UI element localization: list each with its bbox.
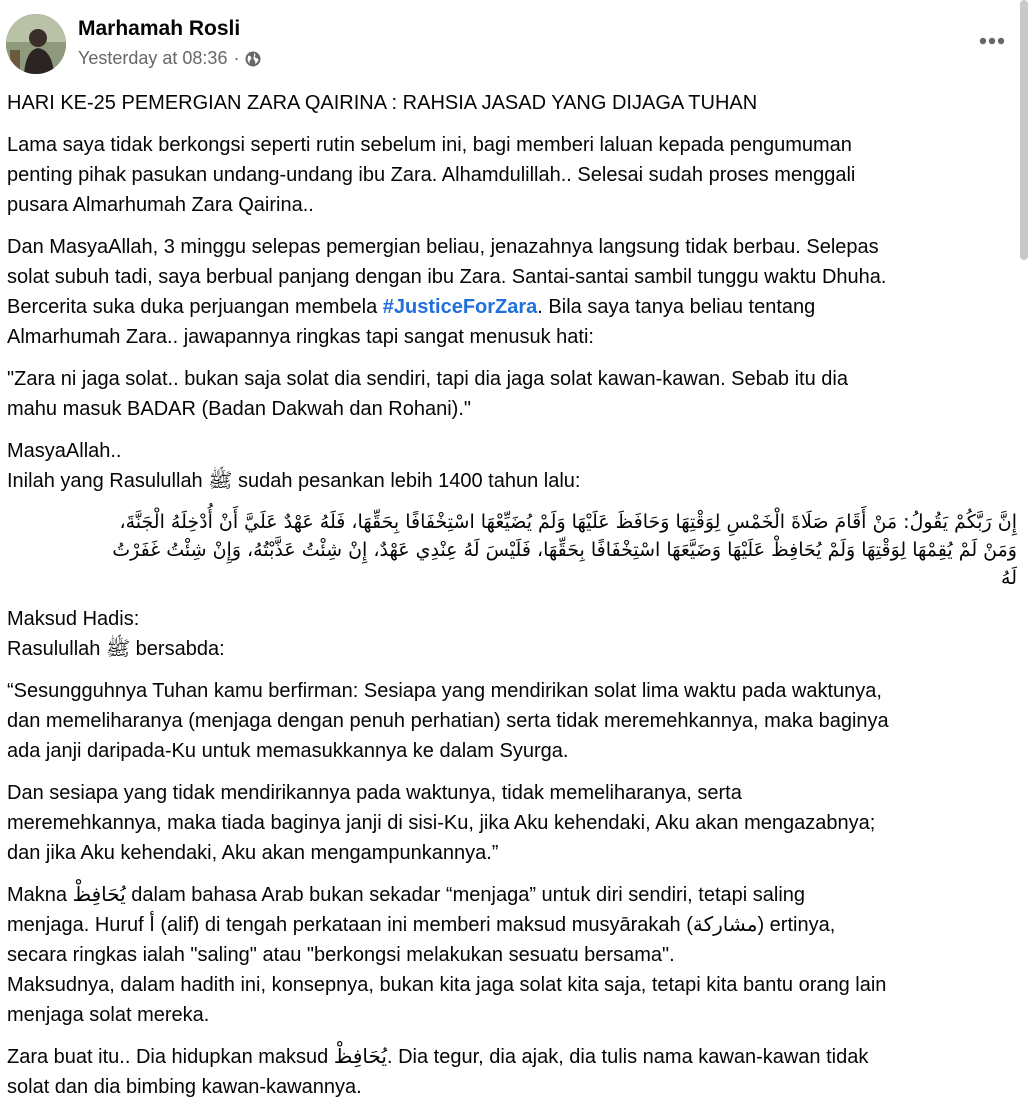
paragraph-makna (7, 880, 1017, 1030)
text-line: pusara Almarhumah Zara Qairina.. (7, 194, 314, 216)
avatar[interactable] (6, 14, 66, 74)
text-line: meremehkannya, maka tiada baginya janji di sisi-Ku, jika Aku kehendaki, Aku akan mengazabnya; (7, 812, 876, 834)
text-line-with-hashtag (7, 292, 1017, 322)
more-options-button[interactable] (974, 26, 1010, 56)
post-title (7, 88, 1017, 118)
paragraph-translation-2 (7, 778, 1017, 868)
more-options-icon (979, 37, 1005, 45)
post-title-text: HARI KE-25 PEMERGIAN ZARA QAIRINA : RAHSIA JASAD YANG DIJAGA TUHAN (7, 92, 758, 114)
text-line: Dan sesiapa yang tidak mendirikannya pada waktunya, tidak memeliharanya, serta (7, 782, 742, 804)
text-segment: . Bila saya tanya beliau tentang (537, 296, 816, 318)
text-line: secara ringkas ialah "saling" atau "berkongsi melakukan sesuatu bersama". (7, 944, 675, 966)
text-line: Inilah yang Rasulullah ﷺ sudah pesankan lebih 1400 tahun lalu: (7, 470, 581, 492)
text-line: dan memeliharanya (menjaga dengan penuh perhatian) serta tidak meremehkannya, maka baginya (7, 710, 889, 732)
paragraph-maksud (7, 604, 1017, 664)
avatar-image (6, 14, 66, 74)
text-line: Almarhumah Zara.. jawapannya ringkas tapi sangat menusuk hati: (7, 326, 594, 348)
meta-separator: · (233, 48, 240, 68)
paragraph-masyaallah (7, 436, 1017, 496)
text-line: menjaga solat mereka. (7, 1004, 210, 1026)
text-line: mahu masuk BADAR (Badan Dakwah dan Rohani)." (7, 398, 471, 420)
text-segment: Bercerita suka duka perjuangan membela (7, 296, 383, 318)
paragraph-quote (7, 364, 1017, 424)
text-line: Makna يُحَافِظْ dalam bahasa Arab bukan sekadar “menjaga” untuk diri sendiri, tetapi saling (7, 884, 806, 906)
post-body (7, 88, 1017, 1114)
arabic-hadith (7, 508, 1017, 592)
text-line: Rasulullah ﷺ bersabda: (7, 638, 225, 660)
text-line: solat dan dia bimbing kawan-kawannya. (7, 1076, 362, 1098)
scrollbar[interactable] (1020, 0, 1028, 260)
paragraph-intro (7, 130, 1017, 220)
text-line: “Sesungguhnya Tuhan kamu berfirman: Sesiapa yang mendirikan solat lima waktu pada waktunya, (7, 680, 882, 702)
author-name[interactable]: Marhamah Rosli (78, 17, 241, 40)
post-header (6, 12, 1016, 74)
arabic-line: لَهُ (1001, 567, 1017, 589)
paragraph-story (7, 232, 1017, 352)
arabic-line: وَمَنْ لَمْ يُقِمْهَا لِوَقْتِهَا وَلَمْ يُحَافِظْ عَلَيْهَا وَضَيَّعَهَا اسْتِخْفَافًا بِحَقِّهَا، فَلَيْسَ لَهُ عِنْدِي عَهْدٌ، إِنْ شِئْتُ عَذَّبْتُهُ، وَإِنْ شِئْتُ غَفَرْتُ (112, 539, 1017, 561)
text-line: dan jika Aku kehendaki, Aku akan mengampunkannya.” (7, 842, 499, 864)
text-line: Zara buat itu.. Dia hidupkan maksud يُحَافِظْ. Dia tegur, dia ajak, dia tulis nama kawan-kawan tidak (7, 1046, 869, 1068)
text-line: Maksud Hadis: (7, 608, 140, 630)
text-line: solat subuh tadi, saya berbual panjang dengan ibu Zara. Santai-santai sambil tunggu waktu Dhuha. (7, 266, 887, 288)
post-meta (78, 48, 261, 69)
text-line: ada janji daripada-Ku untuk memasukkannya ke dalam Syurga. (7, 740, 569, 762)
globe-icon[interactable] (245, 51, 261, 67)
text-line: "Zara ni jaga solat.. bukan saja solat dia sendiri, tapi dia jaga solat kawan-kawan. Sebab itu dia (7, 368, 848, 390)
paragraph-translation-1 (7, 676, 1017, 766)
arabic-line: إِنَّ رَبَّكُمْ يَقُولُ: مَنْ أَقَامَ صَلَاةَ الْخَمْسِ لِوَقْتِهَا وَحَافَظَ عَلَيْهَا وَلَمْ يُضَيِّعْهَا اسْتِخْفَافًا بِحَقِّهَا، فَلَهُ عَهْدٌ عَلَيَّ أَنْ أُدْخِلَهُ الْجَنَّةَ، (119, 511, 1017, 533)
post-timestamp[interactable]: Yesterday at 08:36 (78, 48, 228, 68)
text-line: menjaga. Huruf أ (alif) di tengah perkataan ini memberi maksud musyārakah (مشاركة) ertinya, (7, 914, 836, 936)
text-line: MasyaAllah.. (7, 440, 122, 462)
text-line: Maksudnya, dalam hadith ini, konsepnya, bukan kita jaga solat kita saja, tetapi kita bantu orang lain (7, 974, 887, 996)
paragraph-closing (7, 1042, 1017, 1102)
text-line: penting pihak pasukan undang-undang ibu Zara. Alhamdulillah.. Selesai sudah proses menggali (7, 164, 856, 186)
text-line: Dan MasyaAllah, 3 minggu selepas pemergian beliau, jenazahnya langsung tidak berbau. Selepas (7, 236, 879, 258)
hashtag-link[interactable]: #JusticeForZara (382, 296, 538, 318)
text-line: Lama saya tidak berkongsi seperti rutin sebelum ini, bagi memberi laluan kepada pengumuman (7, 134, 852, 156)
